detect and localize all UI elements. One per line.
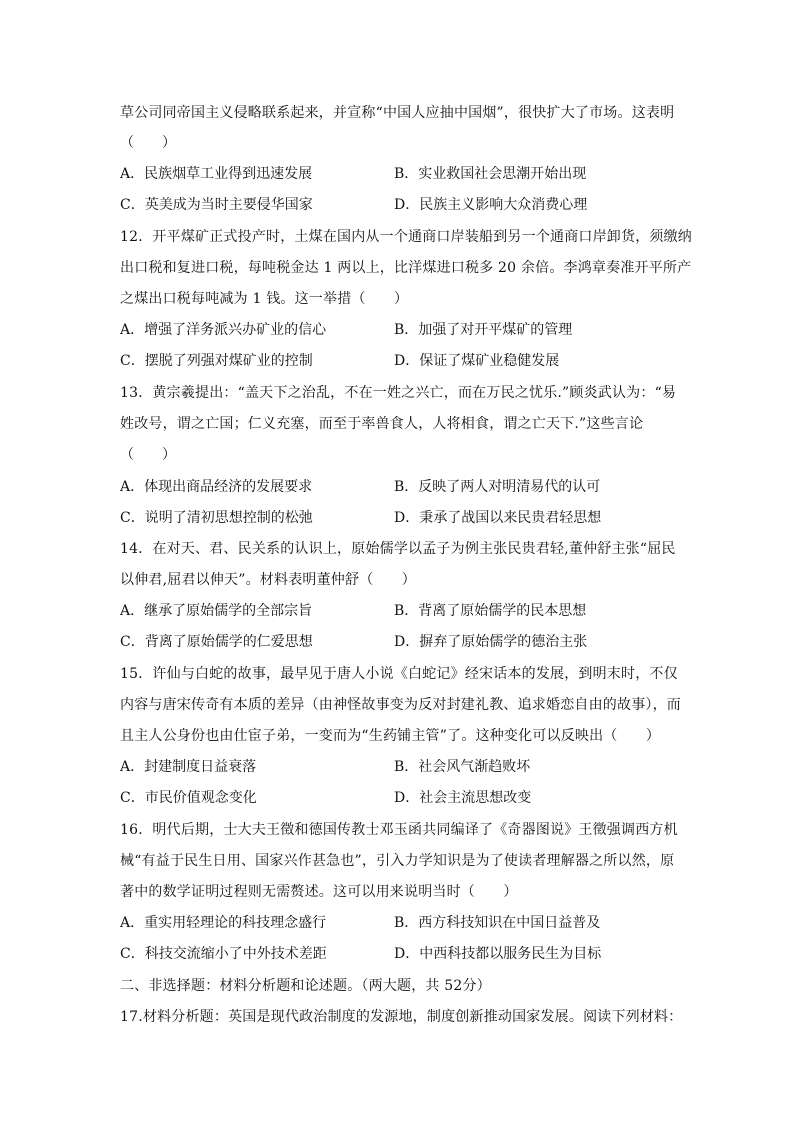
q15-stem-line-1: 15．许仙与白蛇的故事，最早见于唐人小说《白蛇记》经宋话本的发展，到明末时，不仅 xyxy=(120,666,678,682)
q16-option-a: A．重实用轻理论的科技理念盛行 xyxy=(120,915,327,931)
q12-option-a: A．增强了洋务派兴办矿业的信心 xyxy=(120,322,327,338)
q16-stem-line-3: 著中的数学证明过程则无需赘述。这可以用来说明当时（ ） xyxy=(120,884,518,900)
q12-stem-line-3: 之煤出口税每吨减为 1 钱。这一举措（ ） xyxy=(120,291,409,307)
q17-intro: 17.材料分析题：英国是现代政治制度的发源地，制度创新推动国家发展。阅读下列材料： xyxy=(120,1009,683,1025)
q13-stem-line-1: 13．黄宗羲提出：“盖天下之治乱，不在一姓之兴亡，而在万民之忧乐.”顾炎武认为：“易 xyxy=(120,385,677,401)
q11-option-d: D．民族主义影响大众消费心理 xyxy=(394,197,588,213)
q12-option-c: C．摆脱了列强对煤矿业的控制 xyxy=(120,353,313,369)
q16-stem-line-2: 械“有益于民生日用、国家兴作甚急也”，引入力学知识是为了使读者理解器之所以然，原 xyxy=(120,853,675,869)
q11-stem-end: 草公司同帝国主义侵略联系起来，并宣称“中国人应抽中国烟”，很快扩大了市场。这表明 xyxy=(120,105,675,121)
q15-option-d: D．社会主流思想改变 xyxy=(394,790,532,806)
q15-option-b: B．社会风气渐趋败坏 xyxy=(394,759,531,775)
q12-option-b: B．加强了对开平煤矿的管理 xyxy=(394,322,573,338)
q16-option-b: B．西方科技知识在中国日益普及 xyxy=(394,915,601,931)
q13-option-d: D．秉承了战国以来民贵君轻思想 xyxy=(394,510,602,526)
q14-stem-line-2: 以伸君,屈君以伸天”。材料表明董仲舒（ ） xyxy=(120,572,417,588)
q14-stem-line-1: 14．在对天、君、民关系的认识上，原始儒学以孟子为例主张民贵君轻,董仲舒主张“屈民 xyxy=(120,541,676,557)
q13-stem-line-2: 姓改号，谓之亡国；仁义充塞，而至于率兽食人，人将相食，谓之亡天下.”这些言论 xyxy=(120,416,644,432)
q13-option-b: B．反映了两人对明清易代的认可 xyxy=(394,479,601,495)
q15-stem-line-3: 且主人公身份也由仕宦子弟，一变而为“生药铺主管”了。这种变化可以反映出（ ） xyxy=(120,728,661,744)
q12-stem-line-2: 出口税和复进口税，每吨税金达 1 两以上，比洋煤进口税多 20 余倍。李鸿章奏准开平所产 xyxy=(120,260,692,276)
q16-option-c: C．科技交流缩小了中外技术差距 xyxy=(120,946,327,962)
q14-option-c: C．背离了原始儒学的仁爱思想 xyxy=(120,634,313,650)
q11-option-b: B．实业救国社会思潮开始出现 xyxy=(394,166,587,182)
q13-option-a: A．体现出商品经济的发展要求 xyxy=(120,479,313,495)
q15-option-a: A．封建制度日益衰落 xyxy=(120,759,257,775)
q11-answer-paren: （ ） xyxy=(120,135,176,151)
q13-option-c: C．说明了清初思想控制的松弛 xyxy=(120,510,313,526)
q16-option-d: D．中西科技都以服务民生为目标 xyxy=(394,946,602,962)
q11-option-c: C．英美成为当时主要侵华国家 xyxy=(120,197,313,213)
section-2-heading: 二、非选择题：材料分析题和论述题。（两大题，共 52分） xyxy=(120,978,491,994)
q12-stem-line-1: 12．开平煤矿正式投产时，土煤在国内从一个通商口岸装船到另一个通商口岸卸货，须缴纳 xyxy=(120,229,693,245)
q15-option-c: C．市民价值观念变化 xyxy=(120,790,257,806)
q15-stem-line-2: 内容与唐宋传奇有本质的差异（由神怪故事变为反对封建礼教、追求婚恋自由的故事），而 xyxy=(120,697,681,713)
q14-option-b: B．背离了原始儒学的民本思想 xyxy=(394,603,587,619)
q16-stem-line-1: 16．明代后期，士大夫王徵和德国传教士邓玉函共同编译了《奇器图说》王徵强调西方机 xyxy=(120,822,678,838)
q14-option-d: D．摒弃了原始儒学的德治主张 xyxy=(394,634,588,650)
q12-option-d: D．保证了煤矿业稳健发展 xyxy=(394,353,560,369)
q11-option-a: A．民族烟草工业得到迅速发展 xyxy=(120,166,313,182)
q13-answer-paren: （ ） xyxy=(120,447,176,463)
q14-option-a: A．继承了原始儒学的全部宗旨 xyxy=(120,603,313,619)
